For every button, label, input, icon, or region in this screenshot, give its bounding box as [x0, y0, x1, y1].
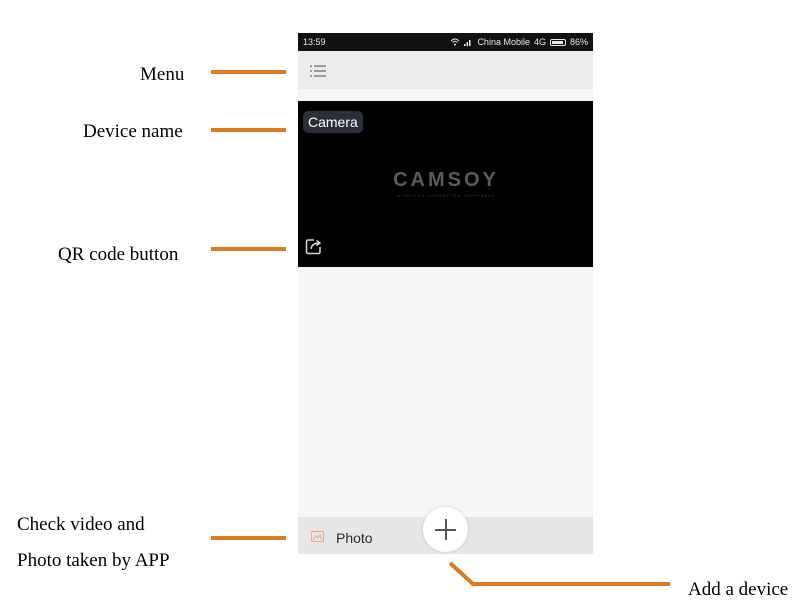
status-time: 13:59 — [303, 37, 326, 47]
annotation-qr-code-button: QR code button — [58, 244, 179, 265]
annotation-menu: Menu — [140, 64, 185, 85]
logo-brand: CAMSOY — [393, 169, 499, 191]
annotation-check-video-2: Photo taken by APP — [17, 550, 170, 571]
status-bar — [298, 33, 593, 51]
photo-label: Photo — [336, 530, 373, 546]
annotation-line-menu — [211, 70, 286, 74]
annotation-add-device: Add a device — [688, 579, 789, 600]
annotation-device-name: Device name — [83, 121, 183, 142]
signal-icon — [464, 38, 473, 46]
phone-screen — [298, 33, 593, 554]
status-right — [450, 37, 588, 47]
annotation-check-video-1: Check video and — [17, 514, 145, 535]
status-carrier: China Mobile — [477, 37, 530, 47]
annotation-line-qr — [211, 247, 286, 251]
status-network: 4G — [533, 37, 546, 47]
annotation-line-add-device — [440, 555, 680, 595]
annotation-line-photo — [211, 536, 286, 540]
app-header — [298, 51, 593, 89]
camera-logo — [384, 169, 508, 198]
share-qr-icon[interactable] — [305, 238, 322, 255]
menu-icon[interactable] — [310, 65, 326, 77]
annotation-line-device-name — [211, 128, 286, 132]
device-card[interactable] — [298, 101, 593, 267]
battery-icon — [550, 39, 566, 46]
device-name-tag: Camera — [303, 111, 363, 133]
logo-slogan: WIRELESS CONNECTED HAPPINESS — [396, 193, 496, 198]
photo-tab[interactable] — [298, 517, 408, 554]
add-device-button[interactable] — [423, 507, 468, 552]
wifi-icon — [450, 38, 460, 46]
image-icon — [311, 531, 324, 542]
status-battery: 86% — [569, 37, 588, 47]
